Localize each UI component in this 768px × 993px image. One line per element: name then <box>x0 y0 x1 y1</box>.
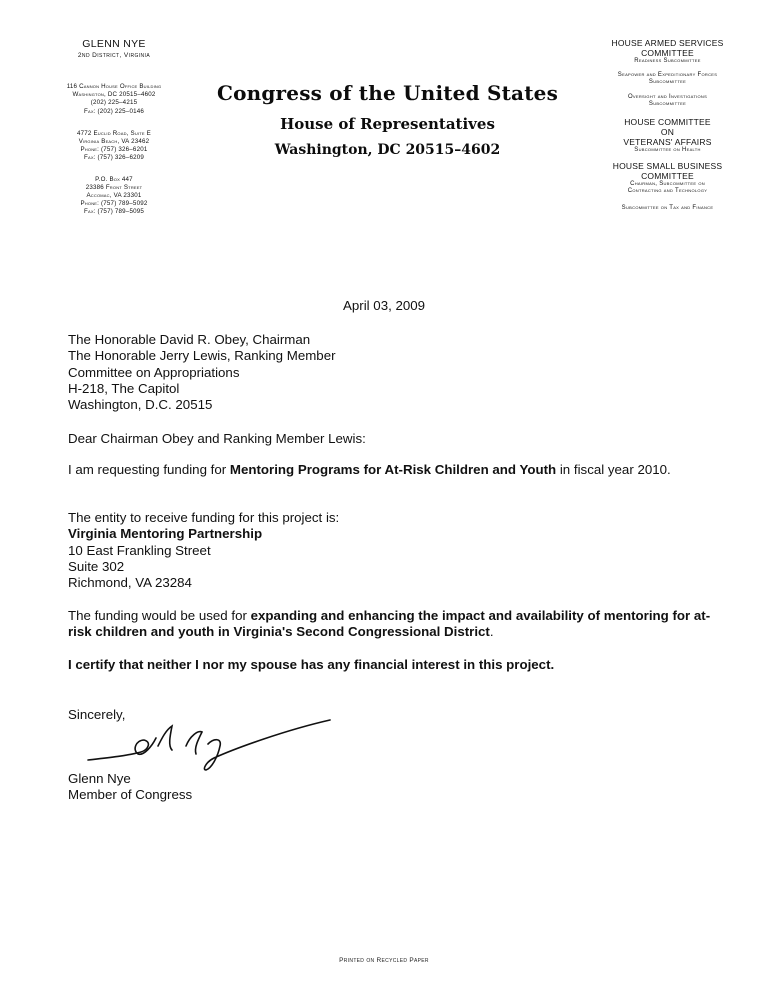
fax-line: Fax: (202) 225–0146 <box>83 107 145 115</box>
fax-line: Fax: (757) 326–6209 <box>83 154 145 162</box>
committee-assignments <box>585 38 750 212</box>
paragraph-text: I am requesting funding for <box>68 462 230 477</box>
recycled-paper-footer: Printed on Recycled Paper <box>339 957 429 964</box>
letterhead-congress: Congress of the United States <box>216 81 559 105</box>
address-line: Virginia Beach, VA 23462 <box>78 138 150 146</box>
addressee-line: The Honorable David R. Obey, Chairman <box>68 332 311 347</box>
committee-name: HOUSE COMMITTEE <box>624 116 711 127</box>
addressee-line: The Honorable Jerry Lewis, Ranking Member <box>68 348 336 364</box>
dc-office-address <box>28 83 200 116</box>
address-line: 4772 Euclid Road, Suite E <box>77 129 151 137</box>
closing: Sincerely, <box>68 707 126 722</box>
phone-line: (202) 225–4215 <box>90 99 138 107</box>
signer-name: Glenn Nye <box>68 771 131 786</box>
funding-use-paragraph <box>68 608 718 641</box>
recipient-entity-block <box>68 510 339 591</box>
phone-line: Phone: (757) 326–6201 <box>80 146 148 154</box>
fax-line: Fax: (757) 789–5095 <box>83 208 145 216</box>
certification-statement: I certify that neither I nor my spouse has any financial interest in this project. <box>68 657 555 672</box>
accomac-office-address <box>28 176 200 217</box>
entity-name: Virginia Mentoring Partnership <box>68 526 263 542</box>
subcommittee-name: Subcommittee on Health <box>634 146 701 153</box>
entity-address-line: 10 East Frankling Street <box>68 542 211 558</box>
addressee-line: H-218, The Capitol <box>68 380 180 396</box>
addressee-block <box>68 332 336 413</box>
subcommittee-name: Subcommittee <box>648 101 687 108</box>
letter-date: April 03, 2009 <box>343 298 426 313</box>
subcommittee-name: Oversight and Investigations <box>627 93 708 100</box>
letterhead-house: House of Representatives <box>280 115 495 133</box>
subcommittee-name: Seapower and Expeditionary Forces <box>617 71 718 78</box>
address-line: P.O. Box 447 <box>95 175 133 183</box>
paragraph-text: The funding would be used for <box>68 608 251 623</box>
committee-name: COMMITTEE <box>641 170 694 181</box>
member-district: 2nd District, Virginia <box>77 52 151 59</box>
paragraph-text: . <box>489 624 494 640</box>
signer-title: Member of Congress <box>68 787 193 803</box>
congress-letterhead <box>205 80 570 160</box>
committee-name: ON <box>660 126 675 137</box>
address-line: Accomac, VA 23301 <box>86 192 142 200</box>
funding-request-paragraph <box>68 462 718 478</box>
member-contact-block <box>28 38 200 217</box>
subcommittee-name: Chairman, Subcommittee on <box>630 180 705 187</box>
program-name: Mentoring Programs for At-Risk Children and Youth <box>229 462 557 477</box>
signer-block <box>68 771 192 804</box>
entity-intro: The entity to receive funding for this project is: <box>68 510 340 525</box>
letterhead-city: Washington, DC 20515–4602 <box>274 142 501 158</box>
entity-address-line: Richmond, VA 23284 <box>68 575 192 591</box>
entity-address-line: Suite 302 <box>68 558 125 574</box>
salutation: Dear Chairman Obey and Ranking Member Lewis: <box>68 431 366 446</box>
subcommittee-name: Readiness Subcommittee <box>634 58 701 64</box>
member-name: GLENN NYE <box>82 38 146 50</box>
signature-image <box>86 716 336 772</box>
addressee-line: Washington, D.C. 20515 <box>68 397 213 413</box>
phone-line: Phone: (757) 789–5092 <box>80 200 148 208</box>
committee-name: HOUSE SMALL BUSINESS <box>612 160 723 171</box>
address-line: 23386 Front Street <box>85 183 143 191</box>
subcommittee-name: Subcommittee on Tax and Finance <box>621 204 714 211</box>
addressee-line: Committee on Appropriations <box>68 364 240 380</box>
subcommittee-name: Contracting and Technology <box>627 188 708 195</box>
virginia-beach-office-address <box>28 130 200 163</box>
funding-purpose: expanding and enhancing the impact and availability of mentoring for at-risk children and youth in Virginia's Second Congressional District <box>68 608 711 640</box>
subcommittee-name: Subcommittee <box>648 79 687 86</box>
committee-name: COMMITTEE <box>641 48 694 58</box>
paragraph-text: in fiscal year 2010. <box>556 462 671 477</box>
committee-name: HOUSE ARMED SERVICES <box>611 38 724 48</box>
address-line: 116 Cannon House Office Building <box>66 83 162 90</box>
committee-name: VETERANS' AFFAIRS <box>623 136 712 147</box>
address-line: Washington, DC 20515–4602 <box>72 91 156 99</box>
